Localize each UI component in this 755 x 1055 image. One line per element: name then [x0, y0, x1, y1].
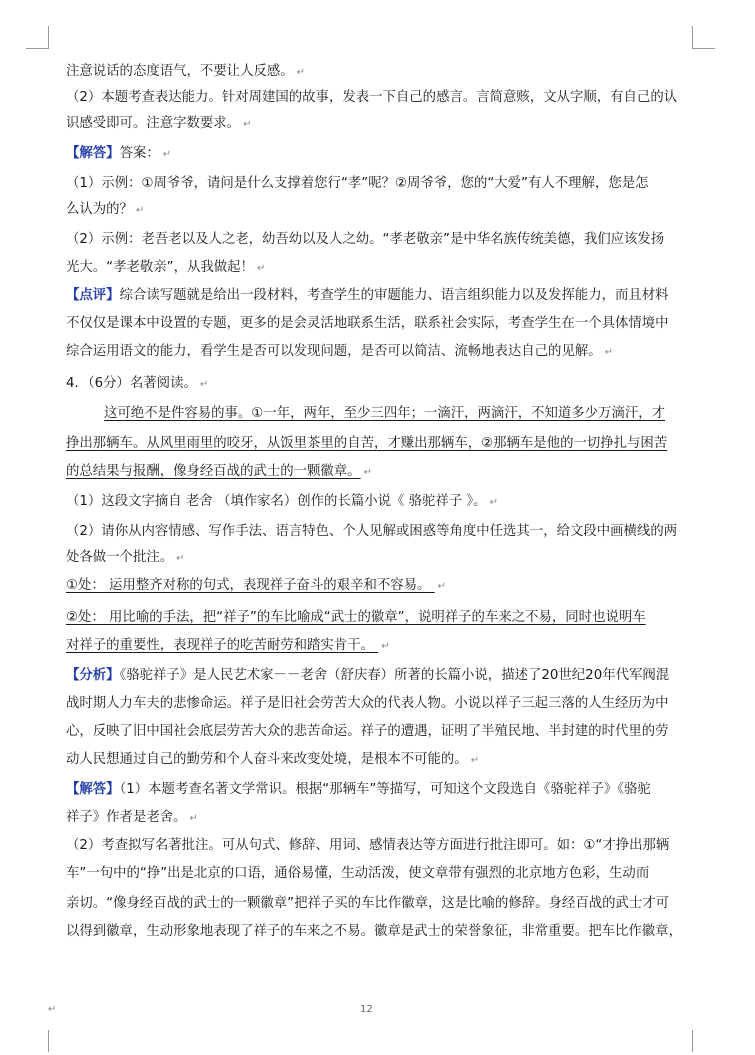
line-text: （1）这段文字摘自 老舍 （填作家名）创作的长篇小说《 骆驼祥子 》。 [66, 494, 487, 509]
line-text: （1）本题考查名著文学常识。根据“那辆车”等描写，可知这个文段选自《骆驼祥子》《骆驼 [119, 782, 651, 797]
line-text: 识感受即可。注意字数要求。 [66, 116, 241, 131]
line-text: （1）示例：①周爷爷，请问是什么支撑着您行“孝”呢？②周爷爷，您的“大爱”有人不理解，您是怎 [66, 176, 649, 191]
crop-mark-bottom-left [48, 1030, 49, 1052]
line-text: 注意说话的态度语气，不要让人反感。 [66, 64, 294, 79]
text-line [66, 808, 198, 829]
text-line [66, 114, 251, 135]
paragraph-mark: ↵ [470, 755, 480, 766]
paragraph-mark: ↵ [176, 553, 185, 564]
line-text: （2）考查拟写名著批注。可从句式、修辞、用词、感情表达等方面进行批注即可。如：①“才挣出那辆 [66, 838, 670, 853]
paragraph-mark: ↵ [381, 641, 390, 652]
text-line [66, 174, 649, 194]
text-line [66, 462, 372, 483]
text-line [66, 722, 669, 742]
line-text: 亲切。“像身经百战的武士的一颗徽章”把祥子买的车比作徽章，这是比喻的修辞。身经百战的武士才可 [66, 896, 670, 911]
section-tag: 【解答】 [66, 146, 120, 161]
line-text: 处各做一个批注。 [66, 550, 174, 565]
text-line [66, 286, 669, 306]
line-text: 4．（6分）名著阅读。 [66, 376, 197, 391]
text-line [66, 780, 651, 800]
line-text: 挣出那辆车。从风里雨里的咬牙，从饭里茶里的自苦，才赚出那辆车，②那辆车是他的一切挣扎与困苦 [66, 436, 668, 451]
text-line [66, 694, 669, 714]
text-line [66, 434, 667, 454]
line-text: （2）请你从内容情感、写作手法、语言特色、个人见解或困惑等角度中任选其一，给文段中画横线的两 [66, 524, 678, 539]
line-text: （2）示例：老吾老以及人之老，幼吾幼以及人之幼。“孝老敬亲”是中华名族传统美德，我们应该发扬 [66, 232, 665, 247]
text-line [66, 666, 669, 686]
text-line [66, 88, 677, 108]
line-text: 对祥子的重要性，表现祥子的吃苦耐劳和踏实肯干。 [66, 638, 379, 653]
line-text: 的总结果与报酬，像身经百战的武士的一颗徽章。 [66, 464, 361, 479]
text-line [66, 522, 677, 542]
line-text: 不仅仅是课本中设置的专题，更多的是会灵活地联系生活，联系社会实际，考查学生在一个具体情境中 [66, 316, 669, 331]
paragraph-mark: ↵ [437, 581, 447, 592]
line-text: 么认为的？ [66, 202, 133, 217]
text-line [66, 314, 669, 334]
line-text: 动人民想通过自己的勤劳和个人奋斗来改变处境，是根本不可能的。 [66, 752, 468, 767]
text-line [66, 342, 613, 363]
section-tag: 【分析】 [66, 668, 120, 683]
text-line [66, 836, 669, 856]
line-text: （2）本题考查表达能力。针对周建国的故事，发表一下自己的感言。言简意赅，文从字顺，有自己的认 [66, 90, 678, 105]
crop-mark-top-right [692, 26, 715, 49]
line-text: 光大。“孝老敬亲”，从我做起！ [66, 260, 254, 275]
crop-mark-top-left [26, 26, 49, 49]
paragraph-mark: ↵ [199, 379, 209, 390]
line-text: 以得到徽章，生动形象地表现了祥子的车来之不易。徽章是武士的荣誉象征，非常重要。把车比作徽章， [66, 924, 682, 939]
paragraph-mark: ↵ [243, 119, 252, 130]
paragraph-mark: ↵ [189, 813, 198, 824]
paragraph-mark: ↵ [256, 263, 266, 274]
text-line [66, 576, 446, 597]
line-text: ②处： 用比喻的手法，把“祥子”的车比喻成“武士的徽章”，说明祥子的车来之不易，同时也说明车 [66, 610, 646, 625]
crop-mark-bottom-right [692, 1030, 693, 1052]
text-line [66, 548, 185, 569]
paragraph-mark: ↵ [363, 467, 372, 478]
text-line [66, 200, 144, 221]
paragraph-mark: ↵ [296, 67, 306, 78]
text-line [66, 62, 305, 83]
text-line [66, 230, 664, 250]
text-line [66, 258, 265, 279]
text-line [66, 922, 682, 942]
line-text: 答案： [119, 146, 160, 161]
paragraph-mark: ↵ [135, 205, 145, 216]
paragraph-mark: ↵ [489, 497, 498, 508]
line-text: ①处： 运用整齐对称的句式，表现祥子奋斗的艰辛和不容易。 [66, 578, 435, 593]
text-line [66, 894, 669, 914]
text-line [66, 636, 390, 657]
text-line [66, 864, 649, 884]
line-text: 这可绝不是件容易的事。①一年，两年，至少三四年；一滴汗，两滴汗，不知道多少万滴汗，才 [104, 406, 666, 421]
text-line [104, 404, 665, 424]
line-text: 《骆驼祥子》是人民艺术家－－老舍（舒庆春）所著的长篇小说，描述了20世纪20年代军阀混 [119, 668, 670, 683]
line-text: 综合运用语文的能力，看学生是否可以发现问题，是否可以简洁、流畅地表达自己的见解。 [66, 344, 602, 359]
line-text: 祥子》作者是老舍。 [66, 810, 187, 825]
section-tag: 【解答】 [66, 782, 120, 797]
paragraph-mark: ↵ [48, 1004, 57, 1015]
line-text: 车”一句中的“挣”出是北京的口语，通俗易懂，生动活泼，使文章带有强烈的北京地方色彩，生动而 [66, 866, 650, 881]
text-line [66, 750, 479, 771]
text-line [66, 374, 208, 395]
line-text: 综合读写题就是给出一段材料，考查学生的审题能力、语言组织能力以及发挥能力，而且材料 [119, 288, 669, 303]
line-text: 战时期人力车夫的悲惨命运。祥子是旧社会劳苦大众的代表人物。小说以祥子三起三落的人生经历为中 [66, 696, 669, 711]
line-text: 心，反映了旧中国社会底层劳苦大众的悲苦命运。祥子的遭遇，证明了半殖民地、半封建的时代里的劳 [66, 724, 669, 739]
text-line [66, 144, 171, 165]
section-tag: 【点评】 [66, 288, 120, 303]
text-line [66, 492, 498, 513]
page-number: 12 [360, 1004, 373, 1015]
text-line [66, 608, 646, 628]
paragraph-mark: ↵ [162, 149, 172, 160]
paragraph-mark: ↵ [604, 347, 614, 358]
